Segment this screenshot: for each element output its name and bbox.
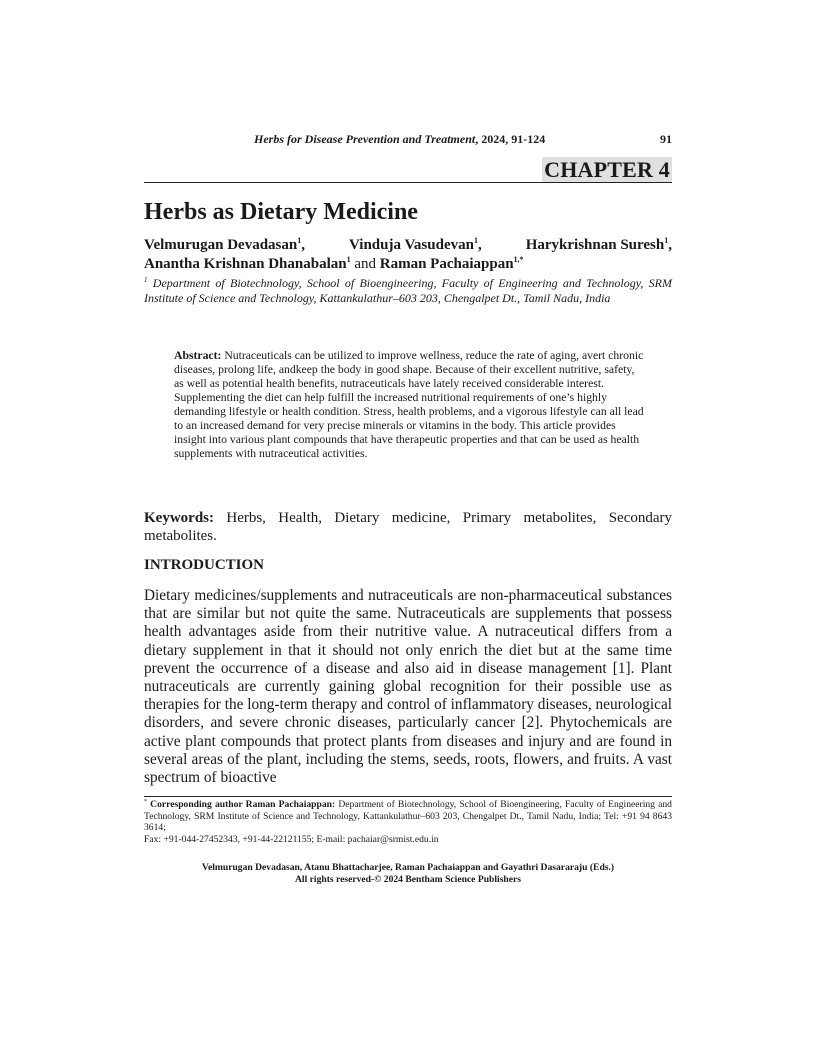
author-list bbox=[144, 236, 672, 274]
footnote-text: Department of Biotechnology, School of Bioengineering, Faculty of Engineering and Technology, SRM Institute of Science and Technology, Kattankulathur–603 203, Chengalpet Dt., Tamil Nadu, India; Tel: +91 94 8643 3614; bbox=[144, 799, 672, 834]
editors-line: Velmurugan Devadasan, Atanu Bhattacharjee, Raman Pachaiappan and Gayathri Dasararaju (Eds.) bbox=[201, 862, 615, 873]
footnote-label: Corresponding author Raman Pachaiappan: bbox=[150, 799, 336, 810]
abstract-label: Abstract: bbox=[174, 349, 222, 362]
chapter-rule bbox=[144, 182, 672, 183]
book-title: Herbs for Disease Prevention and Treatment bbox=[254, 132, 476, 146]
rights-line: All rights reserved-© 2024 Bentham Science Publishers bbox=[294, 873, 522, 885]
footnote bbox=[144, 799, 672, 845]
chapter-header bbox=[144, 157, 672, 185]
keywords-text: Herbs, Health, Dietary medicine, Primary metabolites, Secondary metabolites. bbox=[144, 510, 673, 544]
chapter-label: CHAPTER 4 bbox=[544, 157, 670, 182]
abstract bbox=[174, 349, 644, 461]
footnote-rule bbox=[144, 796, 672, 797]
author: Raman Pachaiappan$^{1,*}$ bbox=[379, 255, 524, 272]
affiliation bbox=[144, 276, 672, 306]
footnote-marker: * bbox=[144, 798, 147, 805]
year-pages: , 2024, 91-124 bbox=[475, 132, 546, 146]
page-number: 91 bbox=[660, 132, 672, 146]
introduction-paragraph: Dietary medicines/supplements and nutraceuticals are non-pharmaceutical substances that are similar but not quite the same. Nutraceuticals are supplements that possess health advantages aside from their nutritive value. A nutraceutical differs from a dietary supplement in that it should not only enrich the diet but at the same time prevent the occurrence of a disease and also aid in disease management [1]. Plant nutraceuticals are currently gaining global recognition for their possible use as therapies for the long-term therapy and control of inflammatory diseases, neurological disorders, and severe chronic diseases, particularly cancer [2]. Phytochemicals are active plant compounds that protect plants from diseases and injury and are found in several areas of the plant, including the stems, seeds, roots, flowers, and fruits. A vast spectrum of bioactive bbox=[144, 587, 672, 787]
author: Velmurugan Devadasan$^1$, bbox=[144, 236, 305, 253]
paper-title: Herbs as Dietary Medicine bbox=[144, 199, 418, 225]
authors-and: and bbox=[354, 256, 377, 272]
footnote-body bbox=[144, 799, 672, 834]
section-heading-introduction: INTRODUCTION bbox=[144, 557, 265, 573]
author-line-1 bbox=[144, 236, 672, 255]
footnote-contact: Fax: +91-044-27452343, +91-44-22121155; E-mail: pachaiar@srmist.edu.in bbox=[144, 833, 439, 845]
affiliation-marker: 1 bbox=[144, 276, 148, 284]
author: Harykrishnan Suresh$^1$, bbox=[525, 236, 672, 253]
keywords-label: Keywords: bbox=[144, 510, 214, 526]
author: Vinduja Vasudevan$^1$, bbox=[349, 236, 482, 253]
publisher-info bbox=[144, 862, 672, 885]
running-head-title bbox=[254, 132, 545, 147]
abstract-text: Nutraceuticals can be utilized to improve wellness, reduce the rate of aging, avert chronic diseases, prolong life, andkeep the body in good shape. Because of their excellent nutritive, safety, as well as potential health benefits, nutraceuticals have lately received considerable interest. Supplementing the diet can help fulfill the increased nutritional requirements of one’s highly demanding lifestyle or health condition. Stress, health problems, and a vigorous lifestyle can all lead to an increased demand for very precise minerals or vitamins in the body. This article provides insight into various plant compounds that have therapeutic properties and that can be used as health supplements with nutraceutical activities. bbox=[174, 349, 644, 460]
affiliation-text: Department of Biotechnology, School of Bioengineering, Faculty of Engineering and Technology, SRM Institute of Science and Technology, Kattankulathur–603 203, Chengalpet Dt., Tamil Nadu, India bbox=[144, 276, 672, 305]
page bbox=[144, 0, 672, 1056]
author-line-2 bbox=[144, 255, 672, 274]
author: Anantha Krishnan Dhanabalan$^1$ bbox=[144, 255, 351, 272]
keywords bbox=[144, 509, 672, 545]
